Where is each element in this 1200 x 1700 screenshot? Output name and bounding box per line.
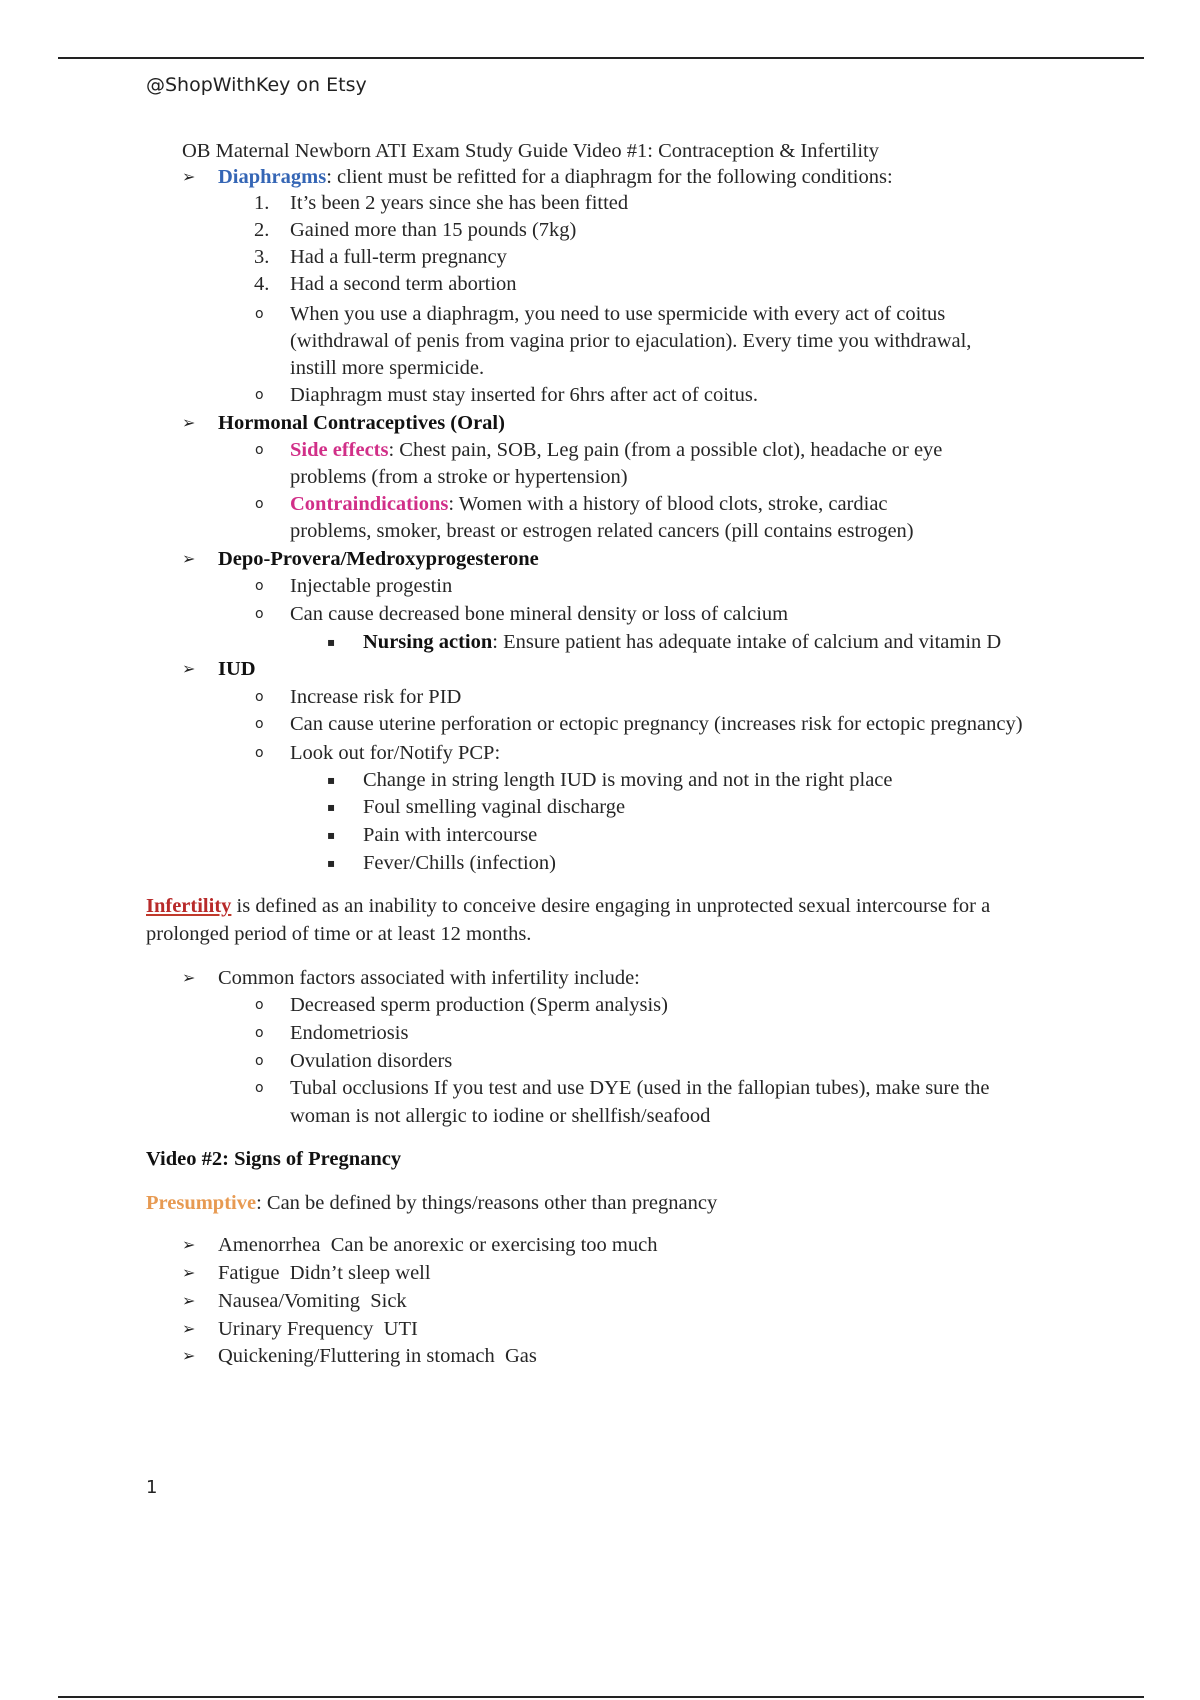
document-title: OB Maternal Newborn ATI Exam Study Guide Video #1: Contraception & Infertility: [182, 140, 879, 162]
circle-bullet-icon: o: [255, 997, 264, 1013]
diaphragm-note: Diaphragm must stay inserted for 6hrs after act of coitus.: [290, 384, 758, 406]
diaphragms-text: : client must be refitted for a diaphragm for the following conditions:: [326, 166, 893, 188]
nursing-action-text: : Ensure patient has adequate intake of calcium and vitamin D: [492, 631, 1002, 653]
factor-item: Ovulation disorders: [290, 1050, 453, 1072]
iud-item: Increase risk for PID: [290, 686, 462, 708]
notify-item: Change in string length IUD is moving and not in the right place: [363, 769, 893, 791]
arrow-bullet-icon: ➢: [182, 413, 196, 432]
circle-bullet-icon: o: [255, 1025, 264, 1041]
arrow-bullet-icon: ➢: [182, 1235, 196, 1254]
arrow-bullet-icon: ➢: [182, 968, 196, 987]
diaphragms-term: Diaphragms: [218, 166, 327, 188]
circle-bullet-icon: o: [255, 745, 264, 761]
diaphragm-note-line: instill more spermicide.: [290, 357, 485, 379]
circle-bullet-icon: o: [255, 689, 264, 705]
sign-item: Quickening/Fluttering in stomach Gas: [218, 1345, 537, 1367]
list-item: Had a second term abortion: [290, 273, 517, 295]
infertility-cont: prolonged period of time or at least 12 months.: [146, 923, 532, 945]
side-effects-text: : Chest pain, SOB, Leg pain (from a possible clot), headache or eye: [388, 439, 943, 461]
infertility-term: Infertility: [146, 895, 232, 917]
contraindications-cont: problems, smoker, breast or estrogen related cancers (pill contains estrogen): [290, 520, 914, 542]
contraindications-text: : Women with a history of blood clots, stroke, cardiac: [448, 493, 888, 515]
side-effects-cont: problems (from a stroke or hypertension): [290, 466, 628, 488]
factor-item: Tubal occlusions If you test and use DYE (used in the fallopian tubes), make sure the: [290, 1077, 990, 1099]
square-bullet-icon: ▪: [327, 828, 336, 842]
notify-item: Fever/Chills (infection): [363, 852, 556, 874]
depo-heading: Depo-Provera/Medroxyprogesterone: [218, 548, 539, 570]
circle-bullet-icon: o: [255, 1053, 264, 1069]
presumptive-text: : Can be defined by things/reasons other than pregnancy: [256, 1192, 718, 1214]
square-bullet-icon: ▪: [327, 773, 336, 787]
circle-bullet-icon: o: [255, 606, 264, 622]
page-number: 1: [146, 1477, 158, 1498]
presumptive-line: [146, 1191, 717, 1215]
arrow-bullet-icon: ➢: [182, 1319, 196, 1338]
square-bullet-icon: ▪: [327, 856, 336, 870]
depo-item: Can cause decreased bone mineral density or loss of calcium: [290, 603, 789, 625]
circle-bullet-icon: o: [255, 387, 264, 403]
contraindications-line: [290, 492, 888, 516]
arrow-bullet-icon: ➢: [182, 1291, 196, 1310]
square-bullet-icon: ▪: [327, 635, 336, 649]
list-number: 4.: [254, 273, 270, 295]
circle-bullet-icon: o: [255, 306, 264, 322]
arrow-bullet-icon: ➢: [182, 549, 196, 568]
diaphragm-note-line: (withdrawal of penis from vagina prior to ejaculation). Every time you withdrawal,: [290, 330, 972, 352]
hormonal-heading: Hormonal Contraceptives (Oral): [218, 412, 505, 434]
arrow-bullet-icon: ➢: [182, 1263, 196, 1282]
iud-item: Look out for/Notify PCP:: [290, 742, 501, 764]
list-item: Gained more than 15 pounds (7kg): [290, 219, 577, 241]
side-effects-term: Side effects: [290, 439, 389, 461]
arrow-bullet-icon: ➢: [182, 659, 196, 678]
sign-item: Amenorrhea Can be anorexic or exercising too much: [218, 1234, 658, 1256]
arrow-bullet-icon: ➢: [182, 1346, 196, 1365]
list-item: Had a full-term pregnancy: [290, 246, 507, 268]
list-number: 1.: [254, 192, 270, 214]
factors-heading: Common factors associated with infertility include:: [218, 967, 640, 989]
factor-item: Endometriosis: [290, 1022, 409, 1044]
notify-item: Pain with intercourse: [363, 824, 538, 846]
list-number: 2.: [254, 219, 270, 241]
bottom-rule: [58, 1696, 1144, 1698]
square-bullet-icon: ▪: [327, 800, 336, 814]
circle-bullet-icon: o: [255, 442, 264, 458]
arrow-bullet-icon: ➢: [182, 167, 196, 186]
side-effects-line: [290, 438, 942, 462]
notify-item: Foul smelling vaginal discharge: [363, 796, 626, 818]
circle-bullet-icon: o: [255, 496, 264, 512]
sign-item: Nausea/Vomiting Sick: [218, 1290, 407, 1312]
factor-cont: woman is not allergic to iodine or shellfish/seafood: [290, 1105, 711, 1127]
iud-heading: IUD: [218, 658, 256, 680]
iud-item: Can cause uterine perforation or ectopic pregnancy (increases risk for ectopic pregnancy): [290, 713, 1023, 735]
presumptive-term: Presumptive: [146, 1192, 257, 1214]
sign-item: Fatigue Didn’t sleep well: [218, 1262, 431, 1284]
list-item: It’s been 2 years since she has been fitted: [290, 192, 629, 214]
circle-bullet-icon: o: [255, 1080, 264, 1096]
depo-item: Injectable progestin: [290, 575, 453, 597]
circle-bullet-icon: o: [255, 716, 264, 732]
nursing-action-line: [363, 630, 1001, 654]
factor-item: Decreased sperm production (Sperm analysis): [290, 994, 668, 1016]
infertility-text: is defined as an inability to conceive desire engaging in unprotected sexual intercourse for a: [231, 895, 991, 917]
list-number: 3.: [254, 246, 270, 268]
page-header: @ShopWithKey on Etsy: [146, 74, 367, 96]
video2-heading: Video #2: Signs of Pregnancy: [146, 1148, 402, 1170]
top-rule: [58, 57, 1144, 59]
circle-bullet-icon: o: [255, 578, 264, 594]
sign-item: Urinary Frequency UTI: [218, 1318, 418, 1340]
nursing-action-term: Nursing action: [363, 631, 493, 653]
diaphragms-line: [218, 165, 893, 189]
infertility-line: [146, 894, 990, 918]
contraindications-term: Contraindications: [290, 493, 449, 515]
diaphragm-note-line: When you use a diaphragm, you need to use spermicide with every act of coitus: [290, 303, 946, 325]
